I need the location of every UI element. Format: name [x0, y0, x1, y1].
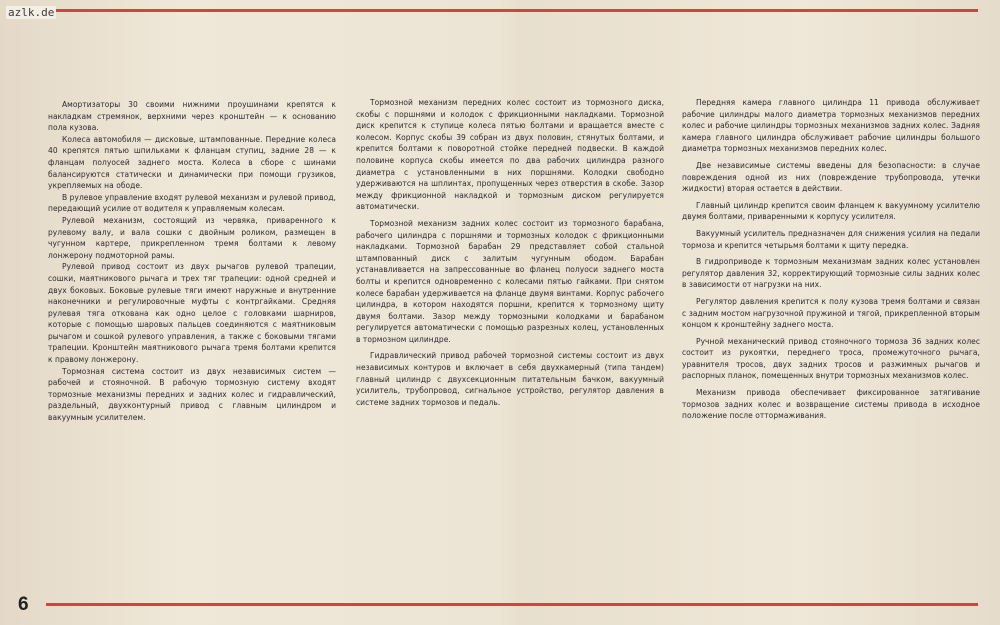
- paragraph: Рулевой механизм, состоящий из червяка, приваренного к рулевому валу, и вала сошки с двойным роликом, размещен в чугунном картере, прикрепленном тремя болтами к левому лонжерону подмоторной рамы.: [48, 215, 336, 260]
- paragraph: Рулевой привод состоит из двух рычагов рулевой трапеции, сошки, маятникового рычага и трех тяг трапеции: одной средней и двух боковых. Боковые рулевые тяги имеют наружные и внутренние наконечники и регулировочные муфты с контргайками. Средняя рулевая тяга откована как одно целое с головками шарниров, которые с помощью шаровых пальцев соединяются с маятниковым рычагом и сошкой рулевого управления, а также с боковыми тягами трапеции. Кронштейн маятникового рычага тремя болтами крепится к правому лонжерону.: [48, 262, 336, 365]
- paragraph: Две независимые системы введены для безопасности: в случае повреждения одной из них (повреждение трубопровода, утечки жидкости) вторая остается в действии.: [682, 160, 980, 194]
- paragraph: Регулятор давления крепится к полу кузова тремя болтами и связан с задним мостом нагрузочной пружиной и тягой, прикрепленной вторым концом к кронштейну заднего моста.: [682, 296, 980, 330]
- paragraph: Гидравлический привод рабочей тормозной системы состоит из двух независимых контуров и включает в себя двухкамерный (типа тандем) главный цилиндр с двухсекционным питательным бачком, вакуумный усилитель, трубопровод, сигнальное устройство, регулятор давления в системе задних тормозов и педаль.: [356, 351, 664, 407]
- paragraph: Амортизаторы 30 своими нижними проушинами крепятся к накладкам стремянок, верхними через кронштейн — к основанию пола кузова.: [48, 100, 336, 133]
- paragraph: Передняя камера главного цилиндра 11 привода обслуживает рабочие цилиндры малого диаметра тормозных механизмов передних колес и рабочие цилиндры тормозных механизмов задних колес. Задняя камера главного цилиндра обслуживает рабочие цилиндры большого диаметра тормозных механизмов передних колес.: [682, 98, 980, 154]
- text-column-3: [682, 97, 980, 422]
- paragraph: Тормозной механизм задних колес состоит из тормозного барабана, рабочего цилиндра с поршнями и тормозных колодок с фрикционными накладками. Тормозной барабан 29 представляет собой стальной штампованный диск с залитым чугунным ободом. Барабан устанавливается на запрессованные во фланец полуоси заднего моста болты и крепится одновременно с колесами пятью гайками. При снятом колесе барабан удерживается на фланце двумя винтами. Корпус рабочего цилиндра, в котором находятся поршни, крепится к тормозному щиту двумя болтами. Зазор между тормозными колодками и барабаном регулируется автоматически с помощью разрезных колец, установленных в тормозном цилиндре.: [356, 218, 664, 344]
- paragraph: Колеса автомобиля — дисковые, штампованные. Передние колеса 40 крепятся пятью шпильками к фланцам ступиц, задние 28 — к фланцам полуосей заднего моста. Колеса в сборе с шинами балансируются статически и динамически при помощи грузиков, укрепляемых на ободе.: [48, 134, 336, 191]
- paragraph: Главный цилиндр крепится своим фланцем к вакуумному усилителю двумя болтами, приваренными к корпусу усилителя.: [682, 200, 980, 222]
- paragraph: В рулевое управление входят рулевой механизм и рулевой привод, передающий усилие от водителя к управляемым колесам.: [48, 192, 336, 214]
- paragraph: Механизм привода обеспечивает фиксированное затягивание тормозов задних колес и возвращение системы привода в исходное положение после оттормаживания.: [682, 388, 980, 421]
- top-rule: [56, 9, 978, 12]
- paragraph: Тормозная система состоит из двух независимых систем — рабочей и стояночной. В рабочую тормозную систему входят тормозные механизмы передних и задних колес и гидравлический, раздельный, двухконтурный привод с главным цилиндром и вакуумным усилителем.: [48, 366, 336, 423]
- bottom-rule: [46, 603, 978, 606]
- paragraph: Ручной механический привод стояночного тормоза 36 задних колес состоит из рукоятки, переднего троса, промежуточного рычага, уравнителя тросов, двух задних тросов и разжимных рычагов и распорных планок, помещенных внутри тормозных механизмов колес.: [682, 336, 980, 381]
- paragraph: В гидроприводе к тормозным механизмам задних колес установлен регулятор давления 32, корректирующий тормозные силы задних колес в зависимости от нагрузки на них.: [682, 257, 980, 290]
- text-column-2: [356, 97, 664, 408]
- watermark: azlk.de: [8, 6, 55, 19]
- text-column-1: [48, 99, 336, 424]
- paragraph: Тормозной механизм передних колес состоит из тормозного диска, скобы с поршнями и колодок с фрикционными накладками. Тормозной диск крепится к ступице колеса пятью болтами и вращается вместе с колесом. Корпус скобы 39 собран из двух половин, стянутых болтами, и крепится болтами к поворотной стойке передней подвески. В каждой половине корпуса скобы имеется по два рабочих цилиндра разного диаметра с установленными в них поршнями. Колодки свободно удерживаются на шплинтах, пропущенных через отверстия в скобе. Зазор между фрикционной накладкой и тормозным диском регулируется автоматически.: [356, 98, 664, 212]
- paragraph: Вакуумный усилитель предназначен для снижения усилия на педали тормоза и крепится четырьмя болтами к щиту передка.: [682, 228, 980, 250]
- page-number: 6: [18, 594, 29, 615]
